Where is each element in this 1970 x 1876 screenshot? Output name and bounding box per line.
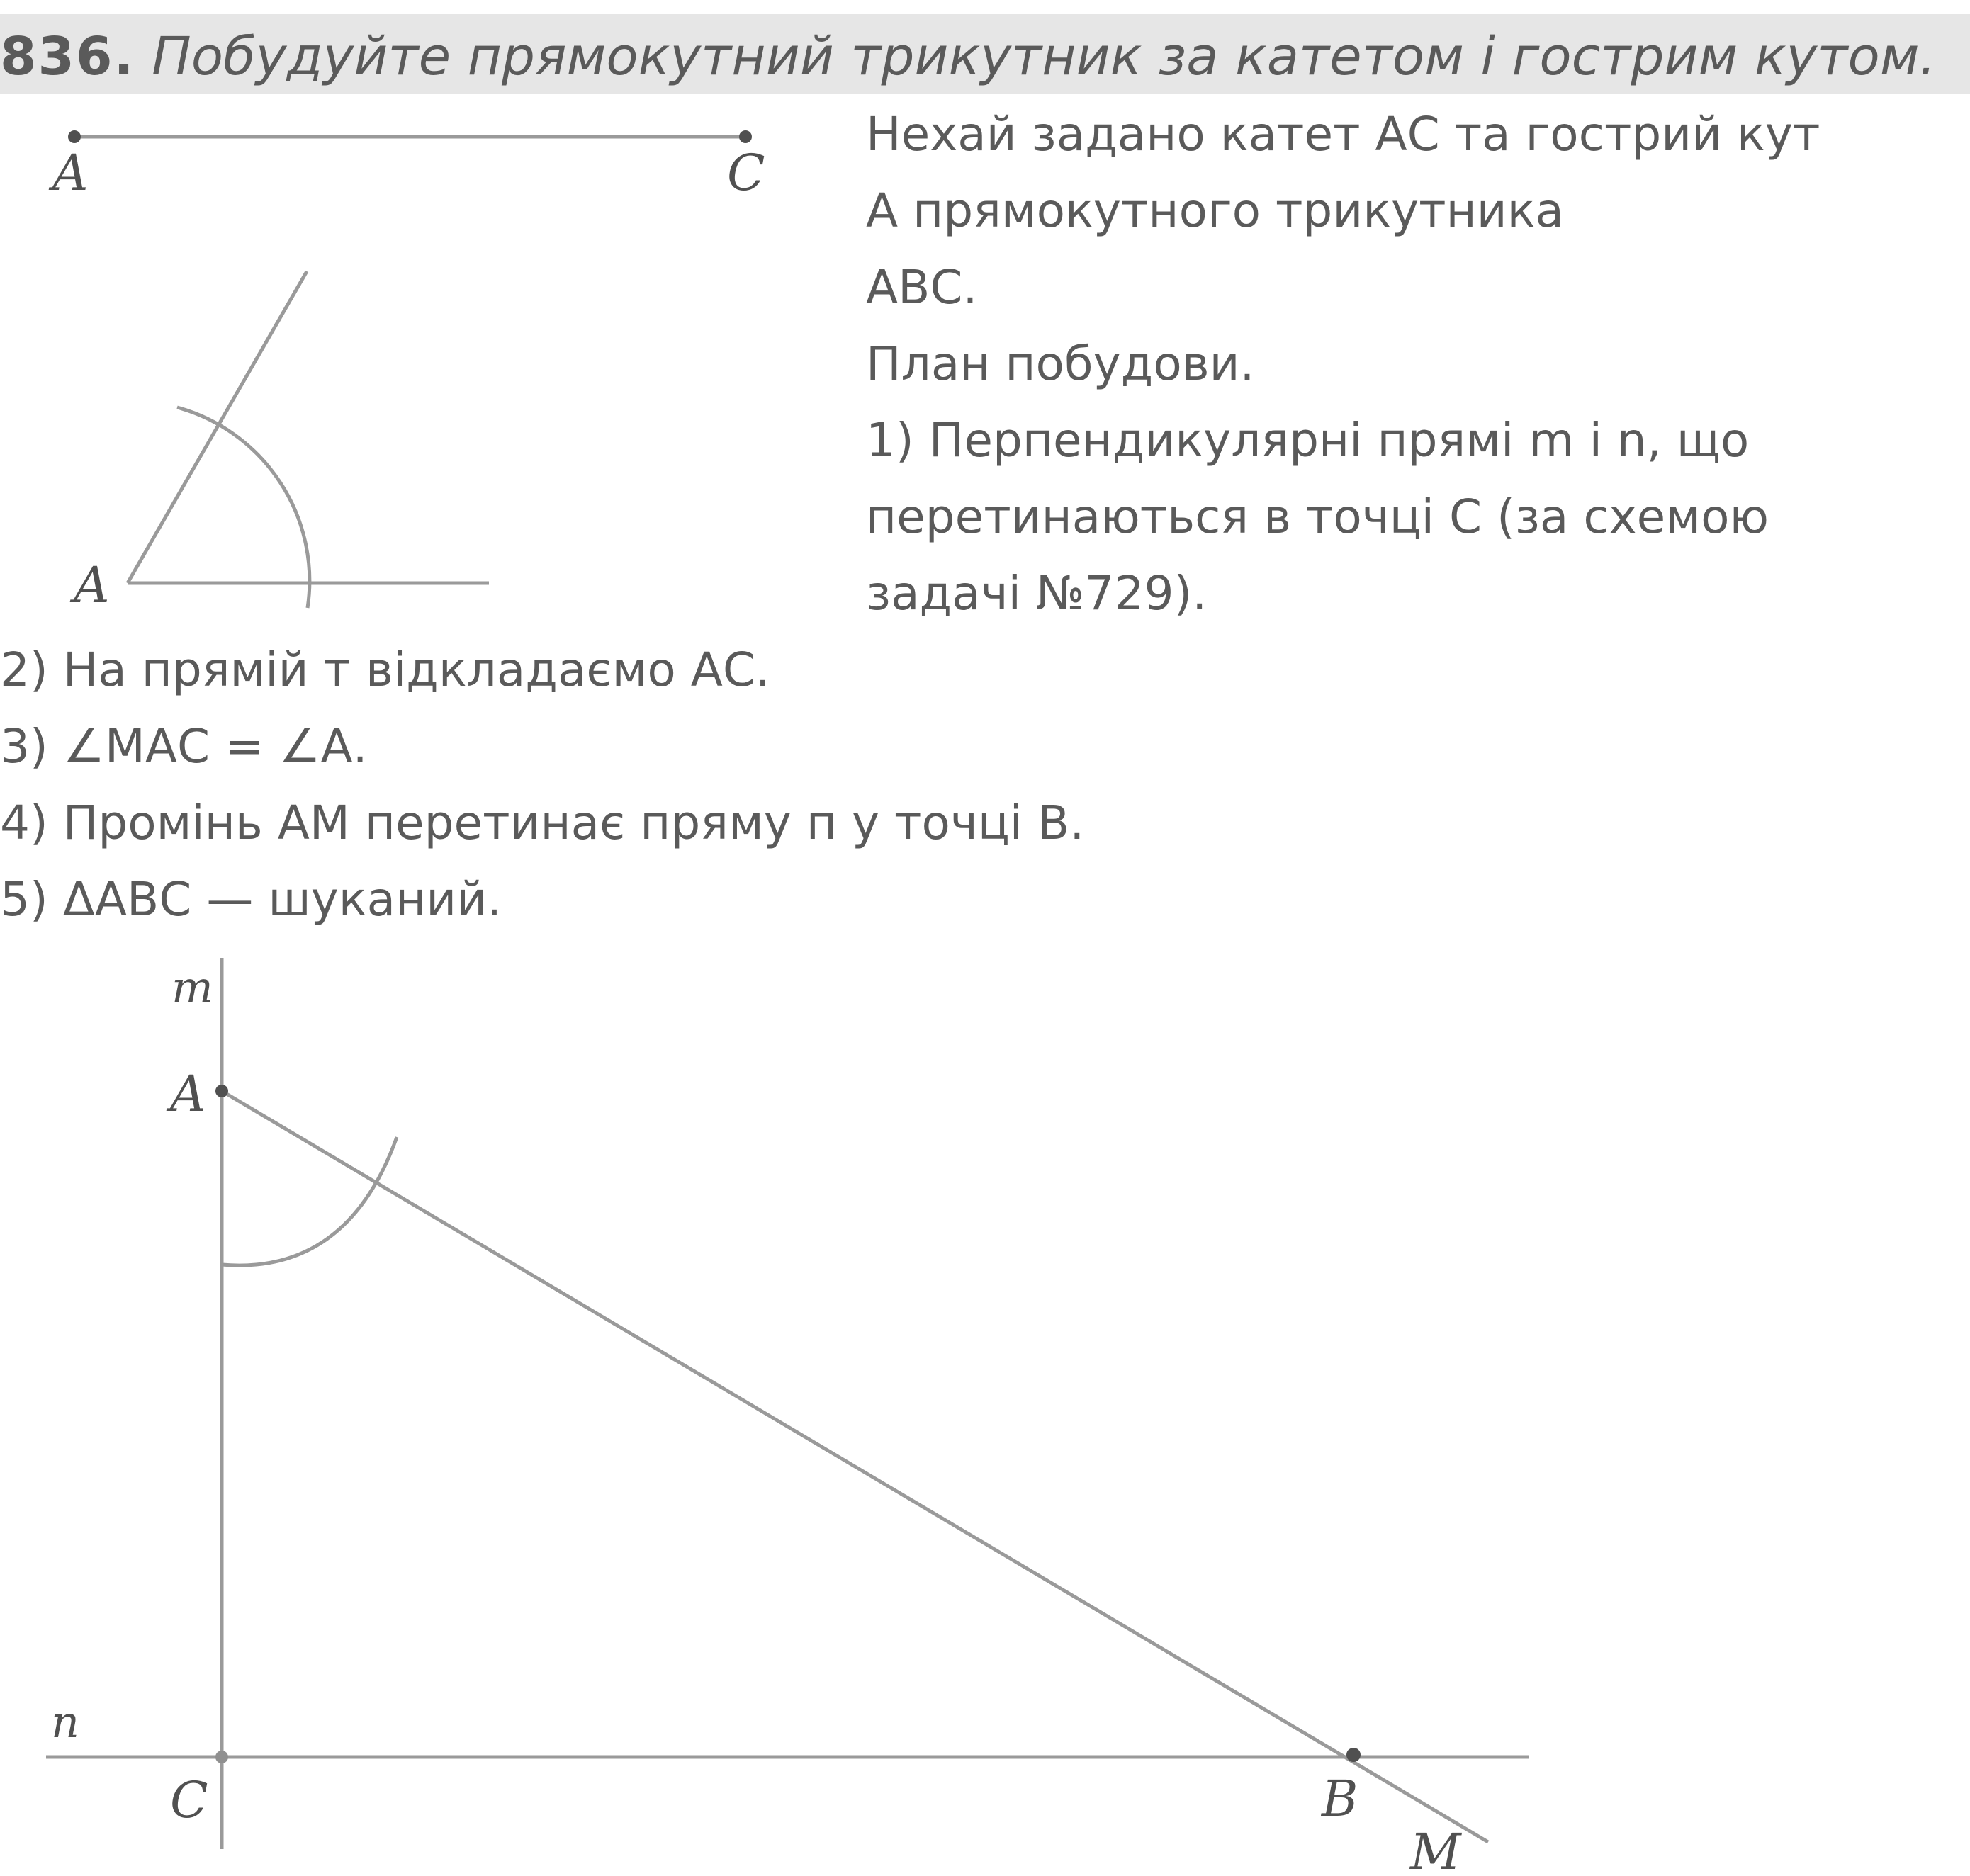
label-m-ray: M [1410,1823,1461,1876]
label-a: A [170,1065,206,1123]
main-construction [46,958,1529,1876]
problem-number: 836. [0,26,135,87]
step-3: 3) ∠МАС = ∠А. [0,719,368,774]
intro-line-3: АВС. [866,260,978,315]
construction-arc [222,1137,397,1265]
angle-compass-arc [177,407,310,608]
step-5: 5) ΔАВС — шуканий. [0,872,502,927]
label-c: C [170,1771,208,1829]
segment-point-a [68,130,81,143]
point-c [215,1751,228,1763]
segment-point-c [739,130,752,143]
problem-statement: Побудуйте прямокутний трикутник за катетом і гострим кутом. [152,26,1937,87]
label-n: n [51,1696,79,1748]
intro-line-4: План побудови. [866,337,1255,391]
step-2: 2) На прямій т відкладаємо АС. [0,643,770,697]
intro-line-7: задачі №729). [866,566,1208,621]
given-angle [69,271,489,614]
given-segment [48,130,765,202]
step-4: 4) Промінь АМ перетинає пряму п у точці В. [0,796,1085,850]
intro-line-1: Нехай задано катет АС та гострий кут [866,107,1820,162]
segment-label-c: C [727,144,765,202]
point-a [215,1085,228,1097]
label-m: m [171,961,213,1013]
ray-am [222,1091,1488,1842]
intro-line-5: 1) Перпендикулярні прямі m і n, що [866,413,1750,468]
angle-side-ray [128,271,307,583]
angle-label-a: A [74,556,110,614]
intro-line-2: А прямокутного трикутника [866,183,1564,238]
intro-line-6: перетинаються в точці С (за схемою [866,490,1769,544]
segment-label-a: A [52,144,89,202]
point-b [1346,1748,1361,1762]
label-b: B [1322,1770,1358,1828]
